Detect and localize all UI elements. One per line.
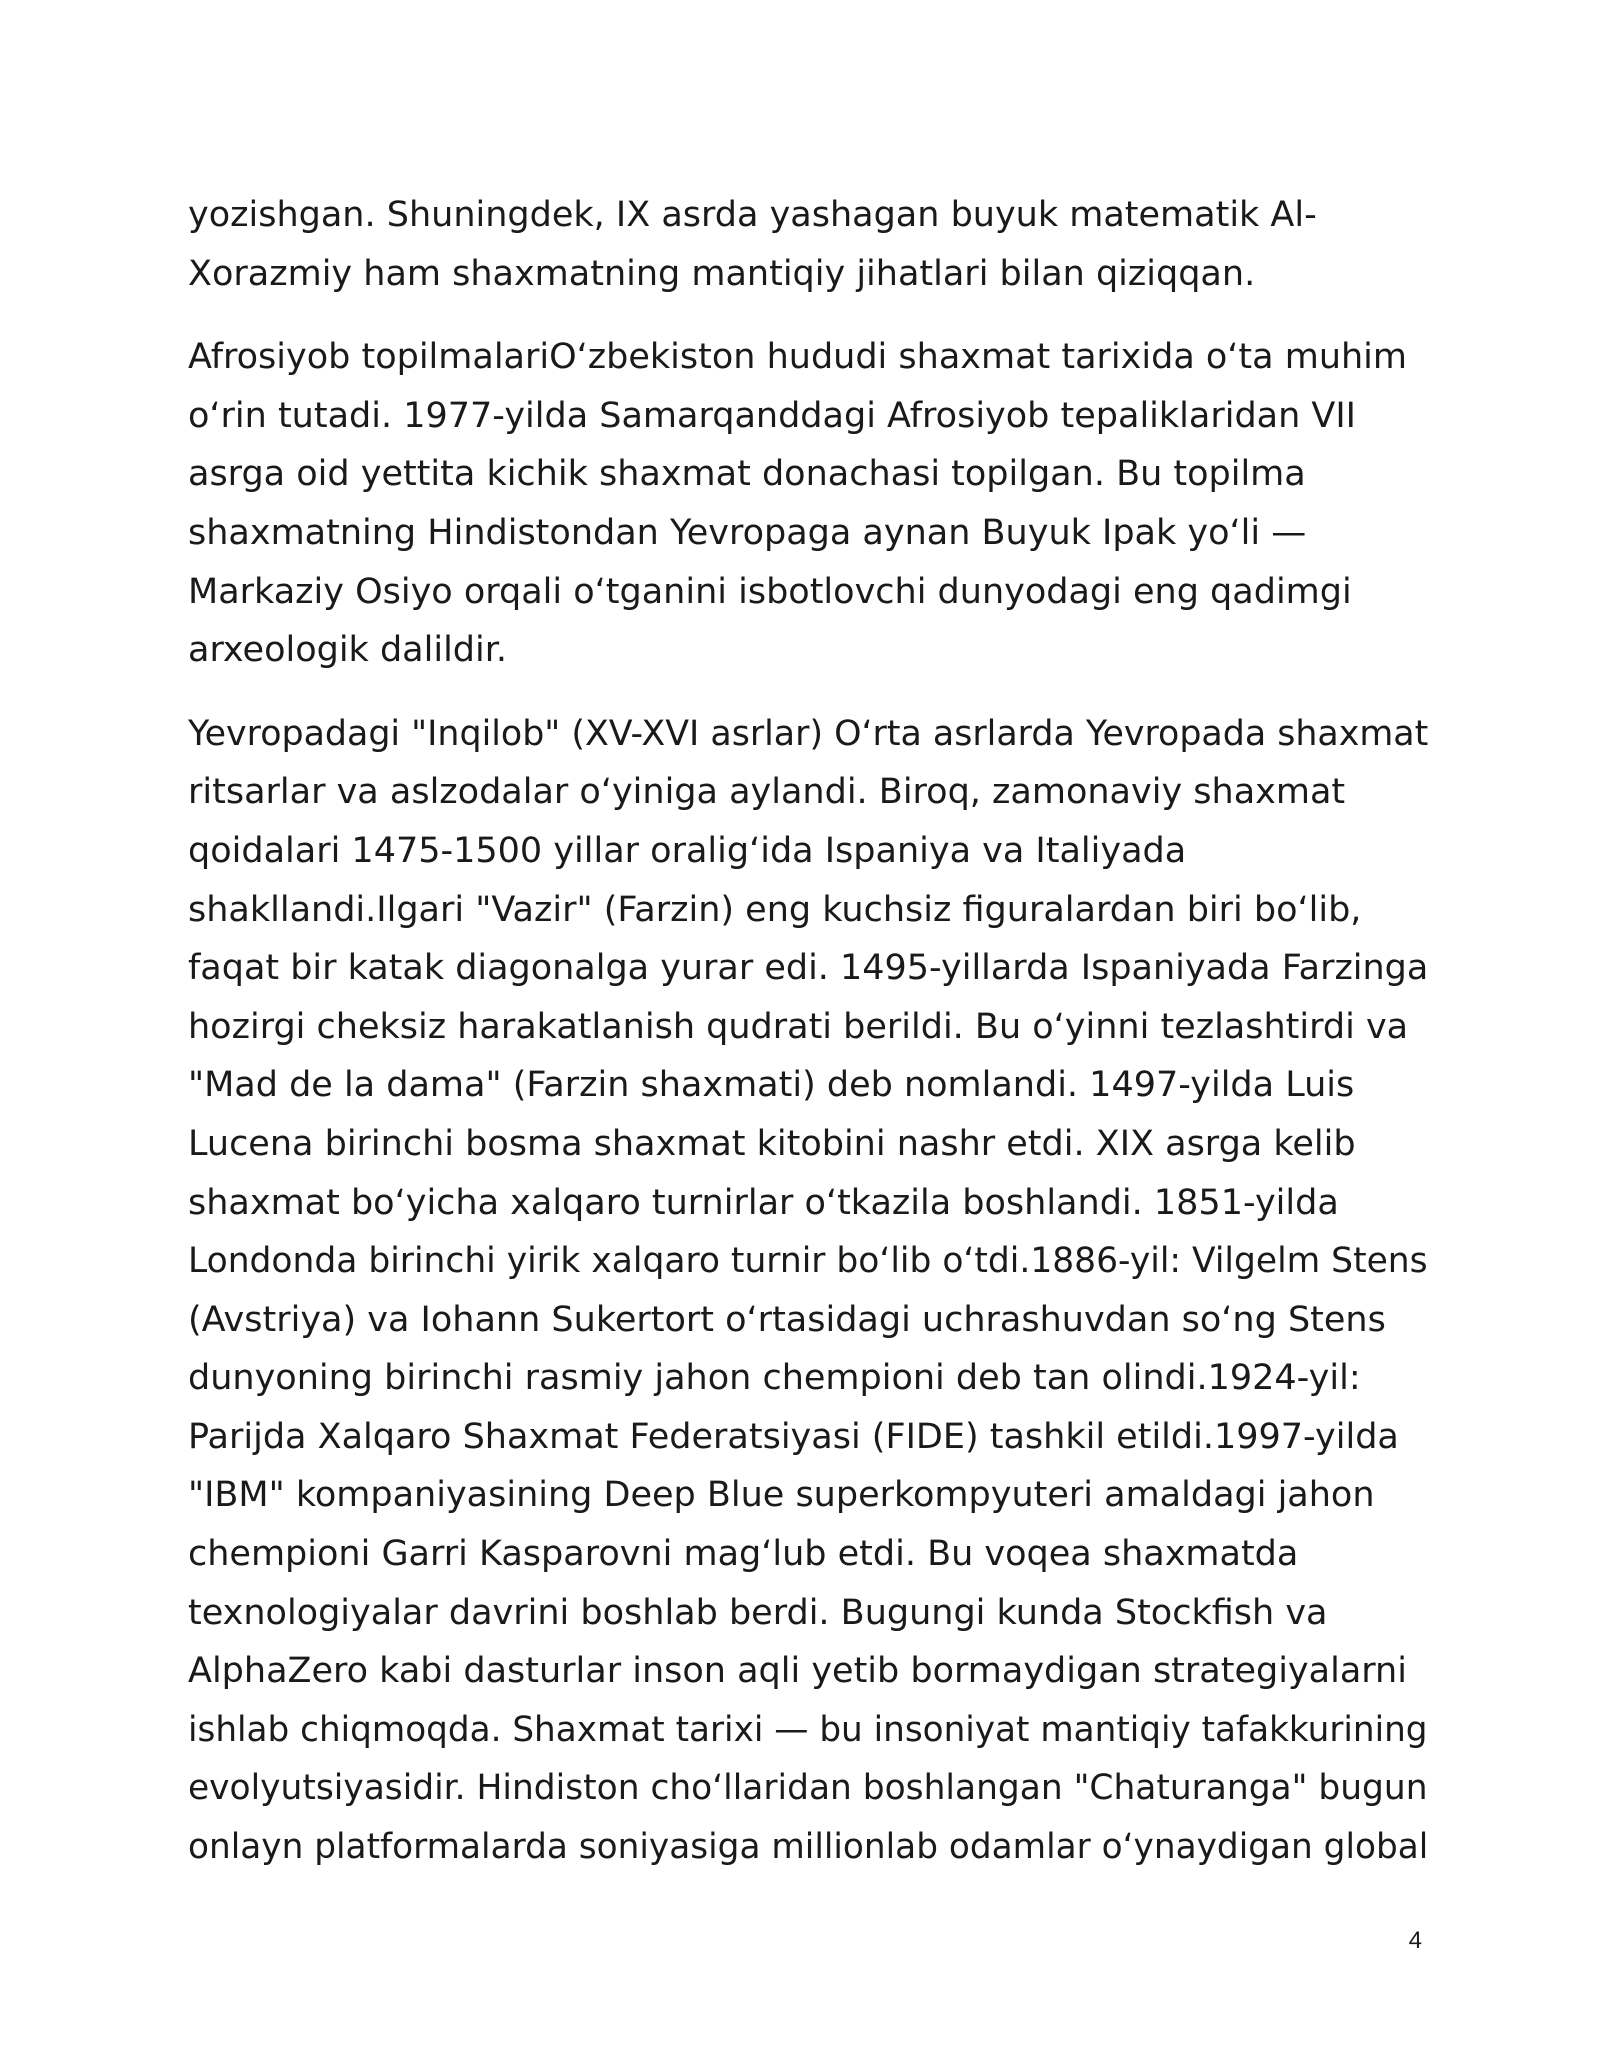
paragraph-yevropa-inqilob <box>188 705 1428 1877</box>
paragraph-al-xorazmiy <box>188 186 1428 303</box>
text-line: (Avstriya) va Iohann Sukertort oʻrtasidagi uchrashuvdan soʻng Stens <box>188 1299 1386 1340</box>
text-line: Markaziy Osiyo orqali oʻtganini isbotlovchi dunyodagi eng qadimgi <box>188 571 1352 612</box>
text-line: asrga oid yettita kichik shaxmat donachasi topilgan. Bu topilma <box>188 454 1306 495</box>
text-line: ishlab chiqmoqda. Shaxmat tarixi — bu insoniyat mantiqiy tafakkurining <box>188 1709 1428 1750</box>
text-line: "Mad de la dama" (Farzin shaxmati) deb nomlandi. 1497-yilda Luis <box>188 1065 1355 1106</box>
paragraph-afrosiyob <box>188 328 1428 680</box>
text-line: Parijda Xalqaro Shaxmat Federatsiyasi (FIDE) tashkil etildi.1997-yilda <box>188 1416 1399 1457</box>
text-line: onlayn platformalarda soniyasiga millionlab odamlar oʻynaydigan global <box>188 1827 1429 1868</box>
text-line: Londonda birinchi yirik xalqaro turnir boʻlib oʻtdi.1886-yil: Vilgelm Stens <box>188 1241 1428 1282</box>
text-line: qoidalari 1475-1500 yillar oraligʻida Ispaniya va Italiyada <box>188 830 1187 871</box>
text-line: chempioni Garri Kasparovni magʻlub etdi. Bu voqea shaxmatda <box>188 1534 1299 1575</box>
text-line: "IBM" kompaniyasining Deep Blue superkompyuteri amaldagi jahon <box>188 1475 1375 1516</box>
text-line: ritsarlar va aslzodalar oʻyiniga aylandi. Biroq, zamonaviy shaxmat <box>188 772 1346 813</box>
text-line: texnologiyalar davrini boshlab berdi. Bugungi kunda Stockfish va <box>188 1592 1328 1633</box>
text-line: AlphaZero kabi dasturlar inson aqli yetib bormaydigan strategiyalarni <box>188 1651 1407 1692</box>
text-line: hozirgi cheksiz harakatlanish qudrati berildi. Bu oʻyinni tezlashtirdi va <box>188 1006 1409 1047</box>
text-line: Lucena birinchi bosma shaxmat kitobini nashr etdi. XIX asrga kelib <box>188 1123 1356 1164</box>
text-line: faqat bir katak diagonalga yurar edi. 1495-yillarda Ispaniyada Farzinga <box>188 948 1429 989</box>
text-line: shakllandi.Ilgari "Vazir" (Farzin) eng kuchsiz figuralardan biri boʻlib, <box>188 889 1362 930</box>
body-text <box>188 186 1428 1902</box>
text-line: Xorazmiy ham shaxmatning mantiqiy jihatlari bilan qiziqqan. <box>188 253 1256 294</box>
text-line: dunyoning birinchi rasmiy jahon chempioni deb tan olindi.1924-yil: <box>188 1358 1361 1399</box>
text-line: oʻrin tutadi. 1977-yilda Samarqanddagi Afrosiyob tepaliklaridan VII <box>188 395 1357 436</box>
text-line: shaxmatning Hindistondan Yevropaga aynan Buyuk Ipak yoʻli — <box>188 512 1307 553</box>
text-line: arxeologik dalildir. <box>188 630 508 671</box>
page-number: 4 <box>1408 1927 1422 1954</box>
text-line: shaxmat boʻyicha xalqaro turnirlar oʻtkazila boshlandi. 1851-yilda <box>188 1182 1339 1223</box>
text-line: Afrosiyob topilmalariOʻzbekiston hududi shaxmat tarixida oʻta muhim <box>188 337 1408 378</box>
text-line: yozishgan. Shuningdek, IX asrda yashagan buyuk matematik Al- <box>188 195 1317 235</box>
text-line: evolyutsiyasidir. Hindiston choʻllaridan boshlangan "Chaturanga" bugun <box>188 1768 1428 1809</box>
text-line: Yevropadagi "Inqilob" (XV-XVI asrlar) Oʻrta asrlarda Yevropada shaxmat <box>188 713 1429 754</box>
